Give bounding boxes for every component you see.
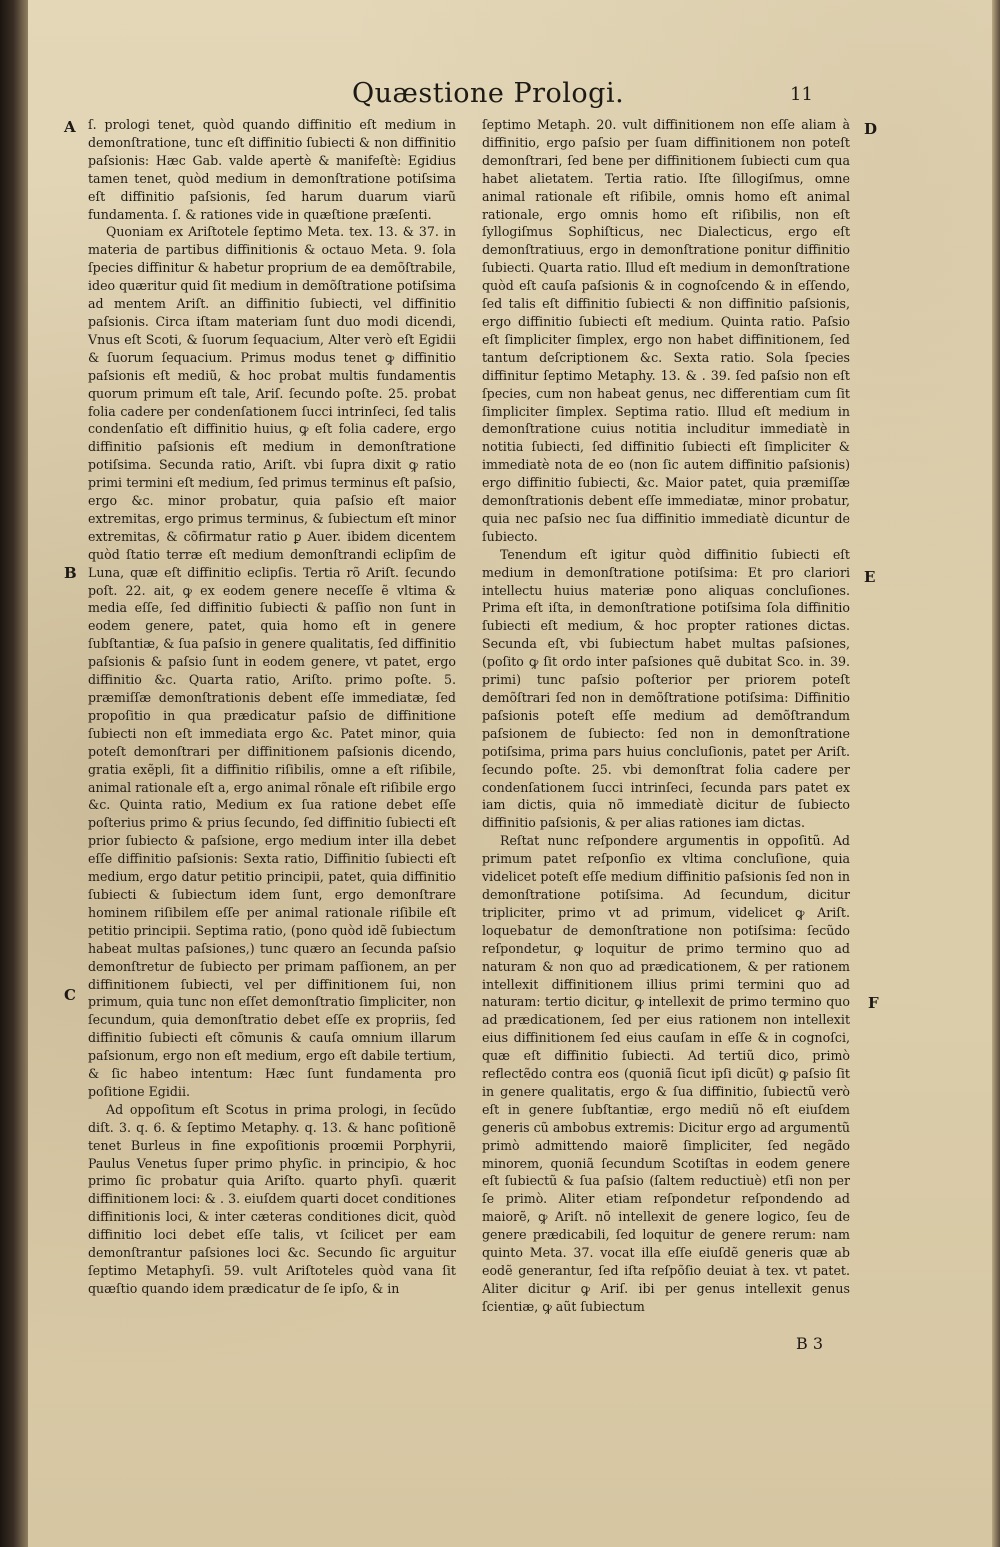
left-paragraph-1: ſ. prologi tenet, quòd quando diffinitio eſt medium in demonſtratione, tunc eſt diffinitio ſubiecti & non diffinitio paſsionis: Hæc Gab. valde apertè & manifeſtè: Egidius tamen tenet, quòd medium in demonſtratione potiſsima eſt diffinitio paſsionis, ſed harum duarum viarũ fundamenta. ſ. & rationes vide in quæſtione præſenti. [88, 117, 456, 222]
left-paragraph-2: Quoniam ex Ariſtotele ſeptimo Meta. tex. 13. & 37. in materia de partibus diffinitionis & octauo Meta. 9. ſola ſpecies diffinitur & habetur proprium de ea demõſtrabile, ideo quæritur quid ſit medium in demõſtratione potiſsima ad mentem Ariſt. an diffinitio ſubiecti, vel diffinitio paſsionis. Circa iſtam materiam ſunt duo modi dicendi, Vnus eſt Scoti, & ſuorum ſequacium, Alter verò eſt Egidii & ſuorum ſequacium. Primus modus tenet ꝙ diffinitio paſsionis eſt mediũ, & hoc probat multis fundamentis quorum primum eſt tale, Ariſ. ſecundo poſte. 25. probat folia cadere per condenſationem ſucci intrinſeci, ſed talis condenſatio eſt diffinitio huius, ꝙ eſt folia cadere, ergo diffinitio paſsionis eſt medium in demonſtratione potiſsima. Secunda ratio, Ariſt. vbi ſupra dixit ꝙ ratio primi termini eſt medium, ſed primus terminus eſt paſsio, ergo &c. minor probatur, quia paſsio eſt maior extremitas, ergo primus terminus, & ſubiectum eſt minor extremitas, & cõfirmatur ratio ꝑ Auer. ibidem dicentem quòd ſtatio terræ eſt medium demonſtrandi eclipſim de Luna, quæ eſt diffinitio eclipſis. Tertia rõ Ariſt. ſecundo poſt. 22. ait, ꝙ ex eodem genere neceſſe ẽ vltima & media eſſe, ſed diffinitio ſubiecti & paſſio non ſunt in eodem genere, patet, quia homo eſt in genere ſubſtantiæ, & ſua paſsio in genere qualitatis, ſed diffinitio paſsionis & paſsio ſunt in eodem genere, vt patet, ergo diffinitio &c. Quarta ratio, Ariſto. primo poſte. 5. præmiſſæ demonſtrationis debent eſſe immediatæ, ſed propoſitio in qua prædicatur paſsio de diffinitione ſubiecti non eſt immediata ergo &c. Patet minor, quia poteſt demonſtrari per diffinitionem paſsionis dicendo, gratia exẽpli, ſit a diffinitio riſibilis, omne a eſt riſibile, animal rationale eſt a, ergo animal rõnale eſt riſibile ergo &c. Quinta ratio, Medium ex ſua ratione debet eſſe poſterius primo & prius ſecundo, ſed diffinitio ſubiecti eſt prior ſubiecto & paſsione, ergo medium inter illa debet eſſe diffinitio paſsionis: Sexta ratio, Diffinitio ſubiecti eſt medium, ergo datur petitio principii, patet, quia diffinitio ſubiecti & ſubiectum idem ſunt, ergo demonſtrare hominem riſibilem eſſe per animal rationale riſibile eſt petitio principii. Septima ratio, (pono quòd idẽ ſubiectum habeat multas paſsiones,) tunc quæro an ſecunda paſsio demonſtretur de ſubiecto per primam paſſionem, an per diffinitionem ſubiecti, vel per diffinitionem ſui, non primum, quia tunc non eſſet demonſtratio ſimpliciter, non ſecundum, quia demonſtratio debet eſſe ex propriis, ſed diffinitio ſubiecti eſt cõmunis & cauſa omnium illarum paſsionum, ergo non eſt medium, ergo eſt dabile tertium, & ſic habeo intentum: Hæc ſunt fundamenta pro poſitione Egidii. [88, 224, 456, 1099]
left-column [88, 116, 456, 1298]
book-page [28, 0, 992, 1547]
folio-number: 11 [790, 84, 813, 105]
page-edge [992, 0, 1000, 1547]
margin-letter-f: F [868, 994, 879, 1012]
margin-letter-e: E [864, 568, 876, 586]
signature-mark: B 3 [796, 1334, 824, 1353]
left-paragraph-3: Ad oppoſitum eſt Scotus in prima prologi, in ſecũdo diſt. 3. q. 6. & ſeptimo Metaphy. q. 13. & hanc poſitionẽ tenet Burleus in fine expoſitionis proœmii Porphyrii, Paulus Venetus ſuper primo phyſic. in principio, & hoc primo ſic probatur quia Ariſto. quarto phyſi. quærit diffinitionem loci: & . 3. eiuſdem quarti docet conditiones diffinitionis loci, & inter cæteras conditiones dicit, quòd diffinitio loci debet eſſe talis, vt ſcilicet per eam demonſtrantur paſsiones loci &c. Secundo ſic arguitur ſeptimo Metaphyſi. 59. vult Ariſtoteles quòd vana ſit quæſtio quando idem prædicatur de ſe ipſo, & in [88, 1101, 456, 1296]
margin-letter-c: C [64, 986, 76, 1004]
right-paragraph-3: Reſtat nunc reſpondere argumentis in oppoſitũ. Ad primum patet reſponſio ex vltima concluſione, quia videlicet poteſt eſſe medium diffinitio paſsionis ſed non in demonſtratione potiſsima. Ad ſecundum, dicitur tripliciter, primo vt ad primum, videlicet ꝙ Ariſt. loquebatur de demonſtratione non potiſsima: ſecũdo reſpondetur, ꝙ loquitur de primo termino quo ad naturam & non quo ad prædicationem, & per rationem intellexit diffinitionem illius primi termini quo ad naturam: tertio dicitur, ꝙ intellexit de primo termino quo ad prædicationem, ſed per eius rationem non intellexit eius diffinitionem ſed eius cauſam in eſſe & in cognoſci, quæ eſt diffinitio ſubiecti. Ad tertiũ dico, primò reflectẽdo contra eos (quoniã ſicut ipſi dicũt) ꝙ paſsio ſit in genere qualitatis, ergo & ſua diffinitio, ſubiectũ verò eſt in genere ſubſtantiæ, ergo mediũ nõ eſt eiuſdem generis cũ ambobus extremis: Dicitur ergo ad argumentũ primò admittendo maiorẽ ſimpliciter, ſed negãdo minorem, quoniã ſecundum Scotiſtas in eodem genere eſt ſubiectũ & ſua paſsio (ſaltem reductiuè) etſi non per ſe primò. Aliter etiam reſpondetur reſpondendo ad maiorẽ, ꝙ Ariſt. nõ intellexit de genere logico, ſeu de genere prædicabili, ſed loquitur de genere rerum: nam quinto Meta. 37. vocat illa eſſe eiuſdẽ generis quæ ab eodẽ generantur, ſed iſta reſpõſio deuiat à tex. vt patet. Aliter dicitur ꝙ Ariſ. ibi per genus intellexit genus ſcientiæ, ꝙ aũt ſubiectum [482, 833, 850, 1314]
right-paragraph-2: Tenendum eſt igitur quòd diffinitio ſubiecti eſt medium in demonſtratione potiſsima: Et pro clariori intellectu huius materiæ pono aliquas concluſiones. Prima eſt iſta, in demonſtratione potiſsima ſola diffinitio ſubiecti eſt medium, & hoc propter rationes dictas. Secunda eſt, vbi ſubiectum habet multas paſsiones, (poſito ꝙ ſit ordo inter paſsiones quẽ dubitat Sco. in. 39. primi) tunc paſsio poſterior per priorem poteſt demõſtrari ſed non in demõſtratione potiſsima: Diffinitio paſsionis poteſt eſſe medium ad demõſtrandum paſsionem de ſubiecto: ſed non in demonſtratione potiſsima, prima pars huius concluſionis, patet per Ariſt. ſecundo poſte. 25. vbi demonſtrat folia cadere per condenſationem ſucci intrinſeci, ſecunda pars patet ex iam dictis, quia nõ immediatè dicitur de ſubiecto diffinitio paſsionis, & per alias rationes iam dictas. [482, 546, 850, 831]
margin-letter-b: B [64, 564, 77, 582]
running-title: Quæstione Prologi. [352, 78, 625, 109]
margin-letter-a: A [64, 118, 76, 136]
right-paragraph-1: ſeptimo Metaph. 20. vult diffinitionem non eſſe aliam à diffinitio, ergo paſsio per ſuam diffinitionem non poteſt demonſtrari, ſed bene per diffinitionem ſubiecti cum qua habet alietatem. Tertia ratio. Iſte ſillogiſmus, omne animal rationale eſt riſibile, omnis homo eſt animal rationale, ergo omnis homo eſt riſibilis, non eſt ſyllogiſmus Sophiſticus, nec Dialecticus, ergo eſt demonſtratiuus, ergo in demonſtratione ponitur diffinitio ſubiecti. Quarta ratio. Illud eſt medium in demonſtratione quòd eſt cauſa paſsionis & in cognoſcendo & in eſſendo, ſed talis eſt diffinitio ſubiecti & non diffinitio paſsionis, ergo diffinitio ſubiecti eſt medium. Quinta ratio. Paſsio eſt ſimpliciter ſimplex, ergo non habet diffinitionem, ſed tantum deſcriptionem &c. Sexta ratio. Sola ſpecies diffinitur ſeptimo Metaphy. 13. & . 39. ſed paſsio non eſt ſpecies, cum non habeat genus, nec differentiam cum ſit ſimpliciter ſimplex. Septima ratio. Illud eſt medium in demonſtratione cuius notitia includitur immediatè in notitia ſubiecti, ſed diffinitio ſubiecti eſt ſimpliciter & immediatè nota de eo (non ſic autem diffinitio paſsionis) ergo diffinitio ſubiecti, &c. Maior patet, quia præmiſſæ demonſtrationis debent eſſe immediatæ, minor probatur, quia nec paſsio nec ſua diffinitio immediatè dicuntur de ſubiecto. [482, 117, 850, 544]
right-column [482, 116, 850, 1316]
margin-letter-d: D [864, 120, 878, 138]
page-header [28, 78, 992, 118]
